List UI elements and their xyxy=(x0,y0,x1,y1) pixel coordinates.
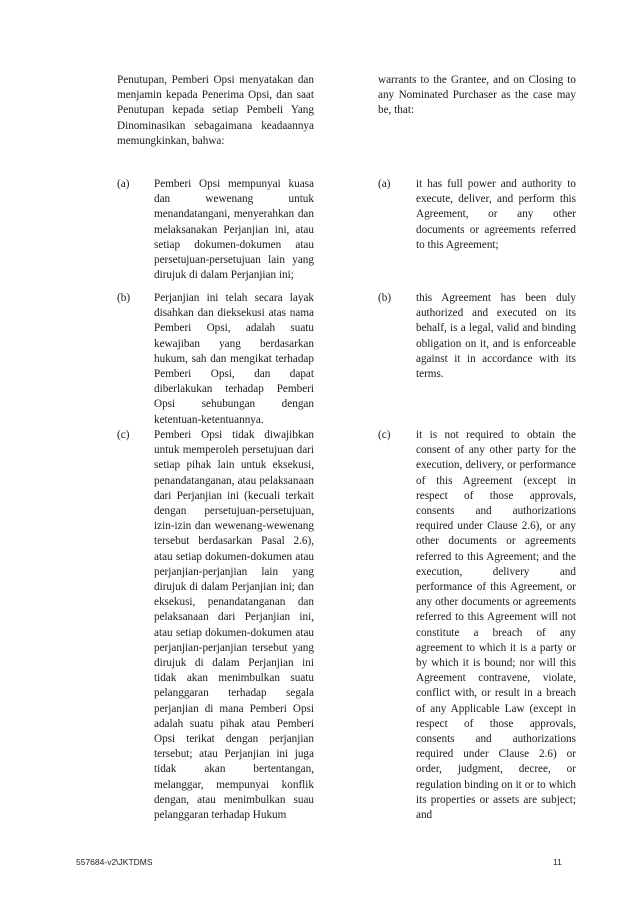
item-c-text-english: it is not required to obtain the consent of any other party for the execution, delivery, or performance of this Agreement (except in respect of those approvals, consents and authorizations required under Clause 2.6), or any other documents or agreements referred to this Agreement; and the execution, delivery and performance of this Agreement, or any other documents or agreements referred to this Agreement will not constitute a breach of any agreement to which it is a party or by which it is bound; nor will this Agreement contravene, violate, conflict with, or result in a breach of any Applicable Law (except in respect of those approvals, consents and authorizations required under Clause 2.6) or order, judgment, decree, or regulation binding on it or to which its properties or assets are subject; and xyxy=(416,429,576,822)
item-c-label-indonesian: (c) xyxy=(117,429,130,441)
item-b-label-english: (b) xyxy=(378,292,392,304)
item-b-text-english: this Agreement has been duly authorized and executed on its behalf, is a legal, valid and binding obligation on it, and is enforceable against it in accordance with its terms. xyxy=(416,292,576,381)
item-a-label-indonesian: (a) xyxy=(117,178,130,190)
item-a-text-indonesian: Pemberi Opsi mempunyai kuasa dan wewenang untuk menandatangani, menyerahkan dan melaksanakan Perjanjian ini, atau setiap dokumen-dokumen atau persetujuan-persetujuan lain yang dirujuk di dalam Perjanjian ini; xyxy=(154,178,314,282)
footer-page-number: 11 xyxy=(553,857,562,867)
item-b-label-indonesian: (b) xyxy=(117,292,131,304)
item-c-text-indonesian: Pemberi Opsi tidak diwajibkan untuk memperoleh persetujuan dari setiap pihak lain untuk eksekusi, penandatanganan, atau pelaksanaan dari Perjanjian ini (kecuali terkait dengan persetujuan-persetujuan, izin-izin dan wewenang-wewenang tersebut berdasarkan Pasal 2.6), atau setiap dokumen-dokumen atau perjanjian-perjanjian lain yang dirujuk di dalam Perjanjian ini; dan eksekusi, penandatanganan dan pelaksanaan dari Perjanjian ini, atau setiap dokumen-dokumen atau perjanjian-perjanjian tersebut yang dirujuk di dalam Perjanjian ini tidak akan menimbulkan suatu pelanggaran terhadap segala perjanjian di mana Pemberi Opsi adalah suatu pihak atau Pemberi Opsi terikat dengan perjanjian tersebut; atau Perjanjian ini juga tidak akan bertentangan, melanggar, mempunyai konflik dengan, atau menimbulkan suau pelanggaran terhadap Hukum xyxy=(154,429,314,822)
item-a-label-english: (a) xyxy=(378,178,391,190)
item-a-text-english: it has full power and authority to execute, deliver, and perform this Agreement, or any other documents or agreements referred to this Agreement; xyxy=(416,178,576,251)
intro-paragraph-english: warrants to the Grantee, and on Closing to any Nominated Purchaser as the case may be, that: xyxy=(378,74,576,117)
item-c-label-english: (c) xyxy=(378,429,391,441)
footer-document-reference: 557684-v2\JKTDMS xyxy=(76,857,153,867)
item-b-text-indonesian: Perjanjian ini telah secara layak disahkan dan dieksekusi atas nama Pemberi Opsi, adalah suatu kewajiban yang berdasarkan hukum, sah dan mengikat terhadap Pemberi Opsi, dan dapat diberlakukan terhadap Pemberi Opsi sehubungan dengan ketentuan-ketentuannya. xyxy=(154,292,314,426)
intro-paragraph-indonesian: Penutupan, Pemberi Opsi menyatakan dan menjamin kepada Penerima Opsi, dan saat Penutupan kepada setiap Pembeli Yang Dinominasikan sebagaimana keadaannya memungkinkan, bahwa: xyxy=(117,74,314,147)
